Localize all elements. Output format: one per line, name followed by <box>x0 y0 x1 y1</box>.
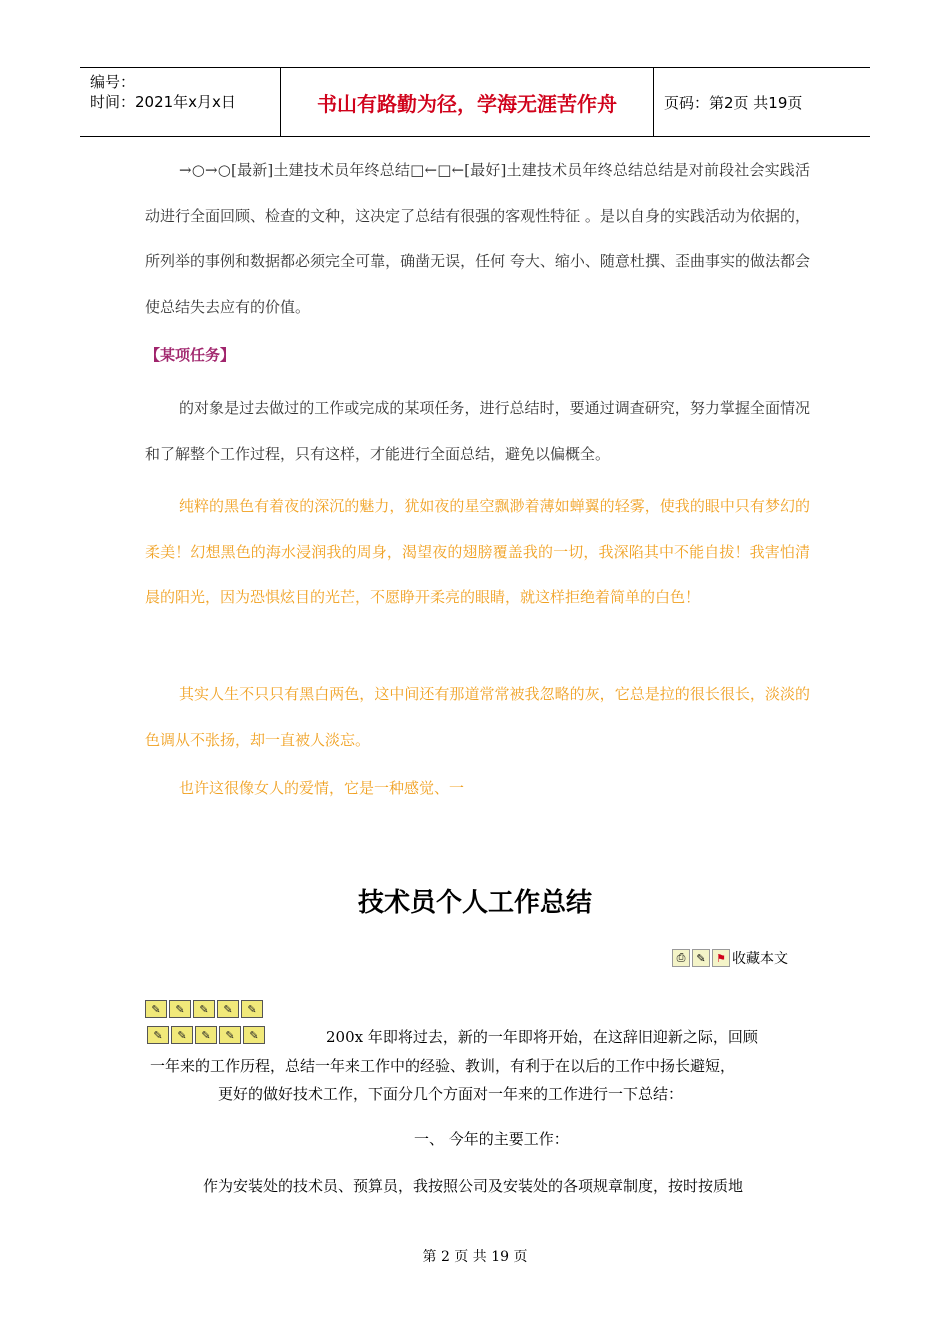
decor-icon: ✎ <box>169 1000 191 1018</box>
decor-icon: ✎ <box>147 1026 169 1044</box>
number-label: 编号： <box>90 73 136 91</box>
decor-icon: ✎ <box>217 1000 239 1018</box>
decor-icon: ✎ <box>145 1000 167 1018</box>
content-line-1: 200x 年即将过去，新的一年即将开始，在这辞旧迎新之际，回顾 <box>326 1028 758 1046</box>
print-icon[interactable]: ⎙ <box>672 949 690 967</box>
icon-row-2 <box>147 1026 265 1044</box>
decor-icon: ✎ <box>193 1000 215 1018</box>
header-meta <box>80 68 280 136</box>
header-page-info: 页码：第2页 共19页 <box>664 93 803 112</box>
decor-icon: ✎ <box>241 1000 263 1018</box>
edit-icon[interactable]: ✎ <box>692 949 710 967</box>
decor-icon: ✎ <box>171 1026 193 1044</box>
content-line-3: 更好的做好技术工作，下面分几个方面对一年来的工作进行一下总结： <box>218 1085 684 1103</box>
orange-paragraph-1: 纯粹的黑色有着夜的深沉的魅力，犹如夜的星空飘渺着薄如蝉翼的轻雾，使我的眼中只有梦幻的柔美！幻想黑色的海水浸润我的周身，渴望夜的翅膀覆盖我的一切，我深陷其中不能自拔！我害怕清晨的阳光，因为恐惧炫目的光芒，不愿睁开柔亮的眼睛，就这样拒绝着简单的白色！ <box>145 497 810 606</box>
decor-icon: ✎ <box>195 1026 217 1044</box>
orange-paragraph-3: 也许这很像女人的爱情，它是一种感觉、一 <box>179 779 465 797</box>
content-paragraph-1: 作为安装处的技术员、预算员，我按照公司及安装处的各项规章制度，按时按质地 <box>203 1177 744 1195</box>
date-label: 时间：2021年x月x日 <box>90 93 236 111</box>
article-toolbar <box>672 948 788 968</box>
bookmark-link[interactable]: 收藏本文 <box>732 951 788 967</box>
intro-paragraph: →○→○[最新]土建技术员年终总结□←□←[最好]土建技术员年终总结总结是对前段社会实践活动进行全面回顾、检查的文种，这决定了总结有很强的客观性特征 。是以自身的实践活动为依据的，所列举的事例和数据都必须完全可靠，确凿无误，任何 夸大、缩小、随意杜撰、歪曲事实的做法都会使总结失去应有的价值。 <box>145 161 810 316</box>
section-1-heading: 一、 今年的主要工作： <box>414 1130 569 1148</box>
header-table <box>80 67 870 137</box>
task-paragraph: 的对象是过去做过的工作或完成的某项任务，进行总结时，要通过调查研究，努力掌握全面情况和了解整个工作过程，只有这样，才能进行全面总结，避免以偏概全。 <box>145 399 810 463</box>
content-line-2: 一年来的工作历程，总结一年来工作中的经验、教训，有利于在以后的工作中扬长避短， <box>150 1057 736 1075</box>
orange-paragraph-2: 其实人生不只只有黑白两色，这中间还有那道常常被我忽略的灰，它总是拉的很长很长，淡淡的色调从不张扬，却一直被人淡忘。 <box>145 685 810 749</box>
page-footer: 第 2 页 共 19 页 <box>422 1249 528 1265</box>
doc-title: 技术员个人工作总结 <box>357 888 592 918</box>
icon-row-1 <box>145 1000 263 1018</box>
header-motto: 书山有路勤为径，学海无涯苦作舟 <box>280 68 654 136</box>
decor-icon: ✎ <box>243 1026 265 1044</box>
flag-add-icon[interactable]: ⚑ <box>712 949 730 967</box>
decor-icon: ✎ <box>219 1026 241 1044</box>
section-heading: 【某项任务】 <box>145 346 236 364</box>
